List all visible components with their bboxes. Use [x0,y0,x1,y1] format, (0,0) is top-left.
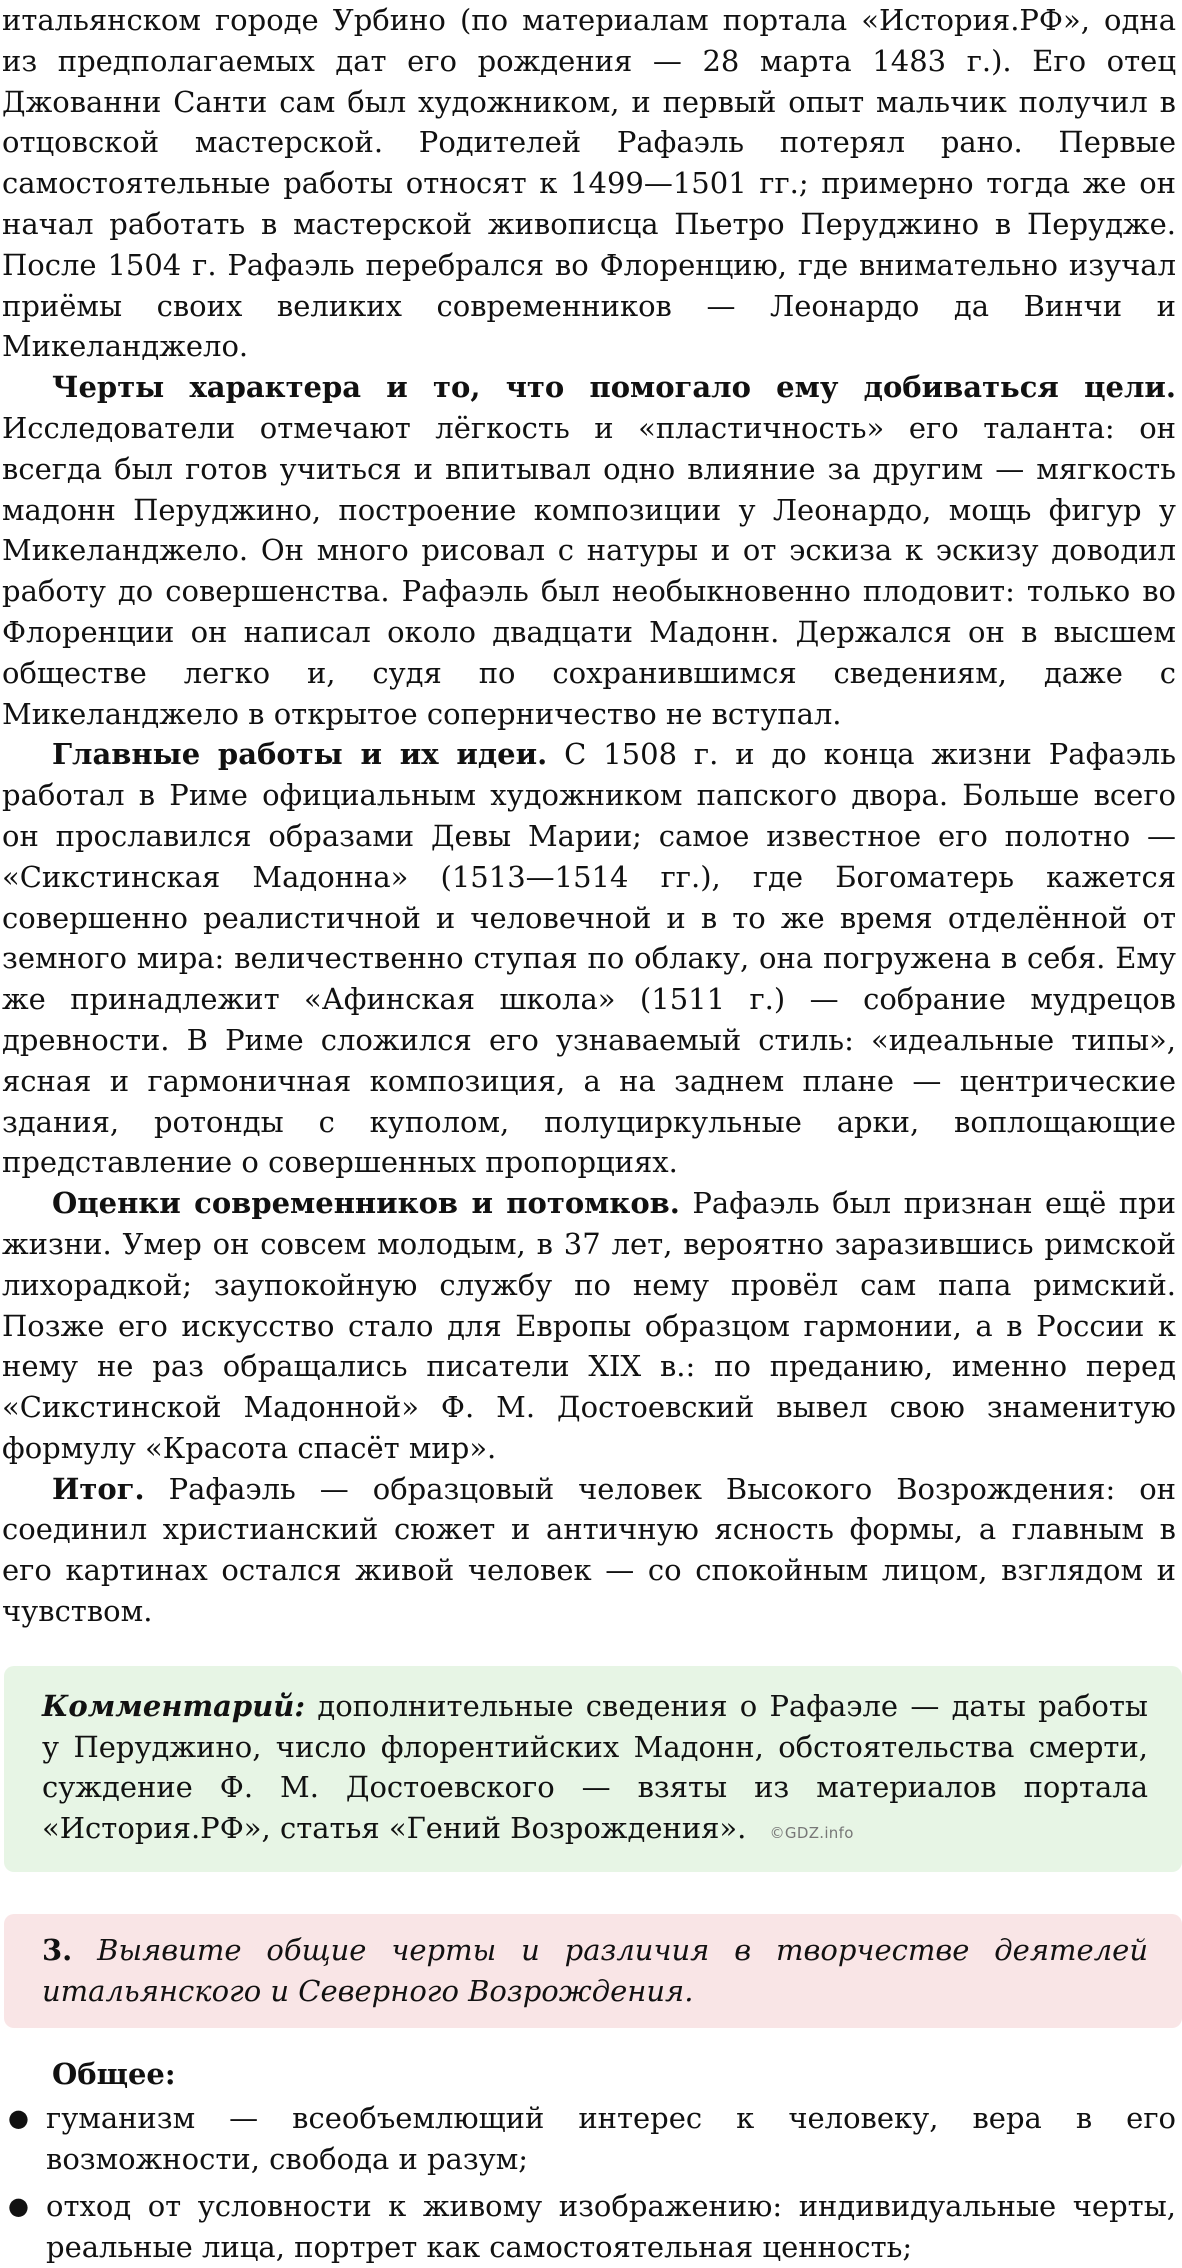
list-item-text: гуманизм — всеобъемлющий интерес к человеку, вера в его возможности, свобода и разум; [46,2101,1176,2177]
comment-text: дополнительные сведения о Рафаэле — даты работы у Перуджино, число флорентийских Мадонн, обстоятельства смерти, суждение Ф. М. Достоевского — взяты из материалов портала «История.РФ», статья «Гений Возрождения». [42,1688,1148,1846]
common-heading: Общее: [52,2056,176,2091]
section-character [2,367,1176,734]
section-conclusion [2,1469,1176,1632]
comment-watermark: ©GDZ.info [769,1824,854,1843]
section-text: Исследователи отмечают лёгкость и «пластичность» его таланта: он всегда был готов учиться и впитывал одно влияние за другим — мягкость мадонн Перуджино, построение композиции у Леонардо, мощь фигур у Микеланджело. Он много рисовал с натуры и от эскиза к эскизу доводил работу до совершенства. Рафаэль был необыкновенно плодовит: только во Флоренции он написал около двадцати Мадонн. Держался он в высшем обществе легко и, судя по сохранившимся сведениям, даже с Микеланджело в открытое соперничество не вступал. [2,410,1176,731]
section-assessments [2,1183,1176,1469]
section-heading: Оценки современников и потомков. [52,1186,680,1221]
section-text: Рафаэль был признан ещё при жизни. Умер он совсем молодым, в 37 лет, вероятно заразившись римской лихорадкой; заупокойную службу по нему провёл сам папа римский. Позже его искусство стало для Европы образцом гармонии, а в России к нему не раз обращались писатели XIX в.: по преданию, именно перед «Сикстинской Мадонной» Ф. М. Достоевский вывел свою знаменитую формулу «Красота спасёт мир». [2,1186,1177,1465]
common-list [2,2098,1176,2267]
section-text: С 1508 г. и до конца жизни Рафаэль работал в Риме официальным художником папского двора. Больше всего он прославился образами Девы Марии; самое известное его полотно — «Сикстинская Мадонна» (1513—1514 гг.), где Богоматерь кажется совершенно реалистичной и человечной и в то же время отделённой от земного мира: величественно ступая по облаку, она погружена в себя. Ему же принадлежит «Афинская школа» (1511 г.) — собрание мудрецов древности. В Риме сложился его узнаваемый стиль: «идеальные типы», ясная и гармоничная композиция, а на заднем плане — центрические здания, ротонды с куполом, полуциркульные арки, воплощающие представление о совершенных пропорциях. [2,737,1177,1180]
task-box [4,1914,1182,2028]
comment-box [4,1666,1182,1872]
section-heading: Черты характера и то, что помогало ему добиваться цели. [52,370,1176,405]
section-heading: Главные работы и их идеи. [52,737,548,772]
bullet-icon: ● [8,2192,29,2221]
list-item-text: отход от условности к живому изображению: индивидуальные черты, реальные лица, портрет как самостоятельная ценность; [46,2189,1176,2264]
comment-label: Комментарий: [42,1688,306,1723]
intro-paragraph: итальянском городе Урбино (по материалам портала «История.РФ», одна из предполагаемых дат его рождения — 28 марта 1483 г.). Его отец Джованни Санти сам был художником, и первый опыт мальчик получил в отцовской мастерской. Родителей Рафаэль потерял рано. Первые самостоятельные работы относят к 1499—1501 гг.; примерно тогда же он начал работать в мастерской живописца Пьетро Перуджино в Перудже. После 1504 г. Рафаэль перебрался во Флоренцию, где внимательно изучал приёмы своих великих современников — Леонардо да Винчи и Микеланджело. [2,3,1176,364]
task-number: 3. [42,1933,73,1968]
bullet-icon: ● [8,2104,29,2133]
list-item [2,2186,1176,2268]
list-item [2,2098,1176,2180]
section-text: Рафаэль — образцовый человек Высокого Возрождения: он соединил христианский сюжет и античную ясность формы, а главным в его картинах остался живой человек — со спокойным лицом, взглядом и чувством. [2,1471,1177,1629]
section-heading: Итог. [52,1471,145,1506]
task-text: Выявите общие черты и различия в творчестве деятелей итальянского и Северного Возрождения. [42,1933,1149,2008]
section-main-works [2,734,1176,1183]
